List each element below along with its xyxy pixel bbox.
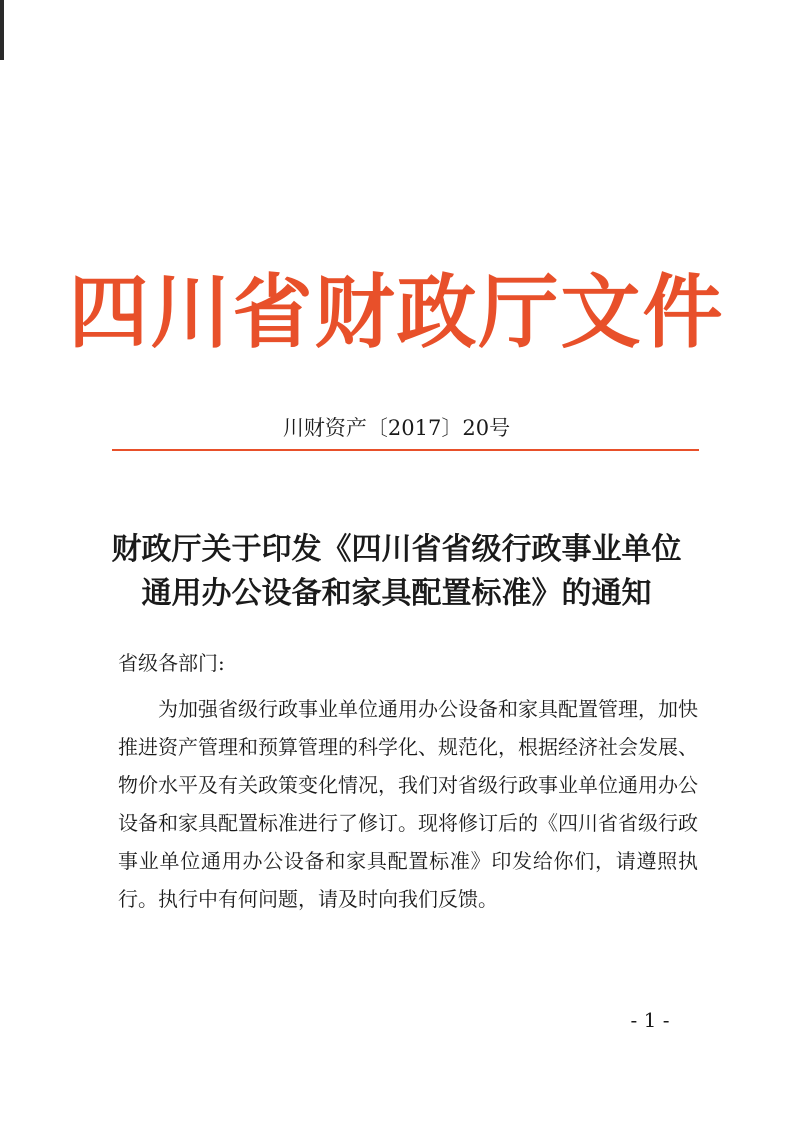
title-line-2: 通用办公设备和家具配置标准》的通知 <box>141 576 652 611</box>
red-divider-line <box>112 449 699 451</box>
title-line-1: 财政厅关于印发《四川省省级行政事业单位 <box>111 532 682 567</box>
page-number: - 1 - <box>630 1008 670 1032</box>
salutation: 省级各部门: <box>118 651 225 675</box>
document-number: 川财资产〔2017〕20号 <box>282 416 511 440</box>
document-masthead: 四川省财政厅文件 <box>68 265 725 359</box>
body-paragraph: 为加强省级行政事业单位通用办公设备和家具配置管理，加快推进资产管理和预算管理的科学化、规范化，根据经济社会发展、物价水平及有关政策变化情况，我们对省级行政事业单位通用办公设备和家具配置标准进行了修订。现将修订后的《四川省省级行政事业单位通用办公设备和家具配置标准》印发给你们，请遵照执行。执行中有何问题，请及时向我们反馈。 <box>118 697 698 911</box>
notice-title <box>60 528 733 616</box>
scan-edge-mark <box>0 0 4 60</box>
